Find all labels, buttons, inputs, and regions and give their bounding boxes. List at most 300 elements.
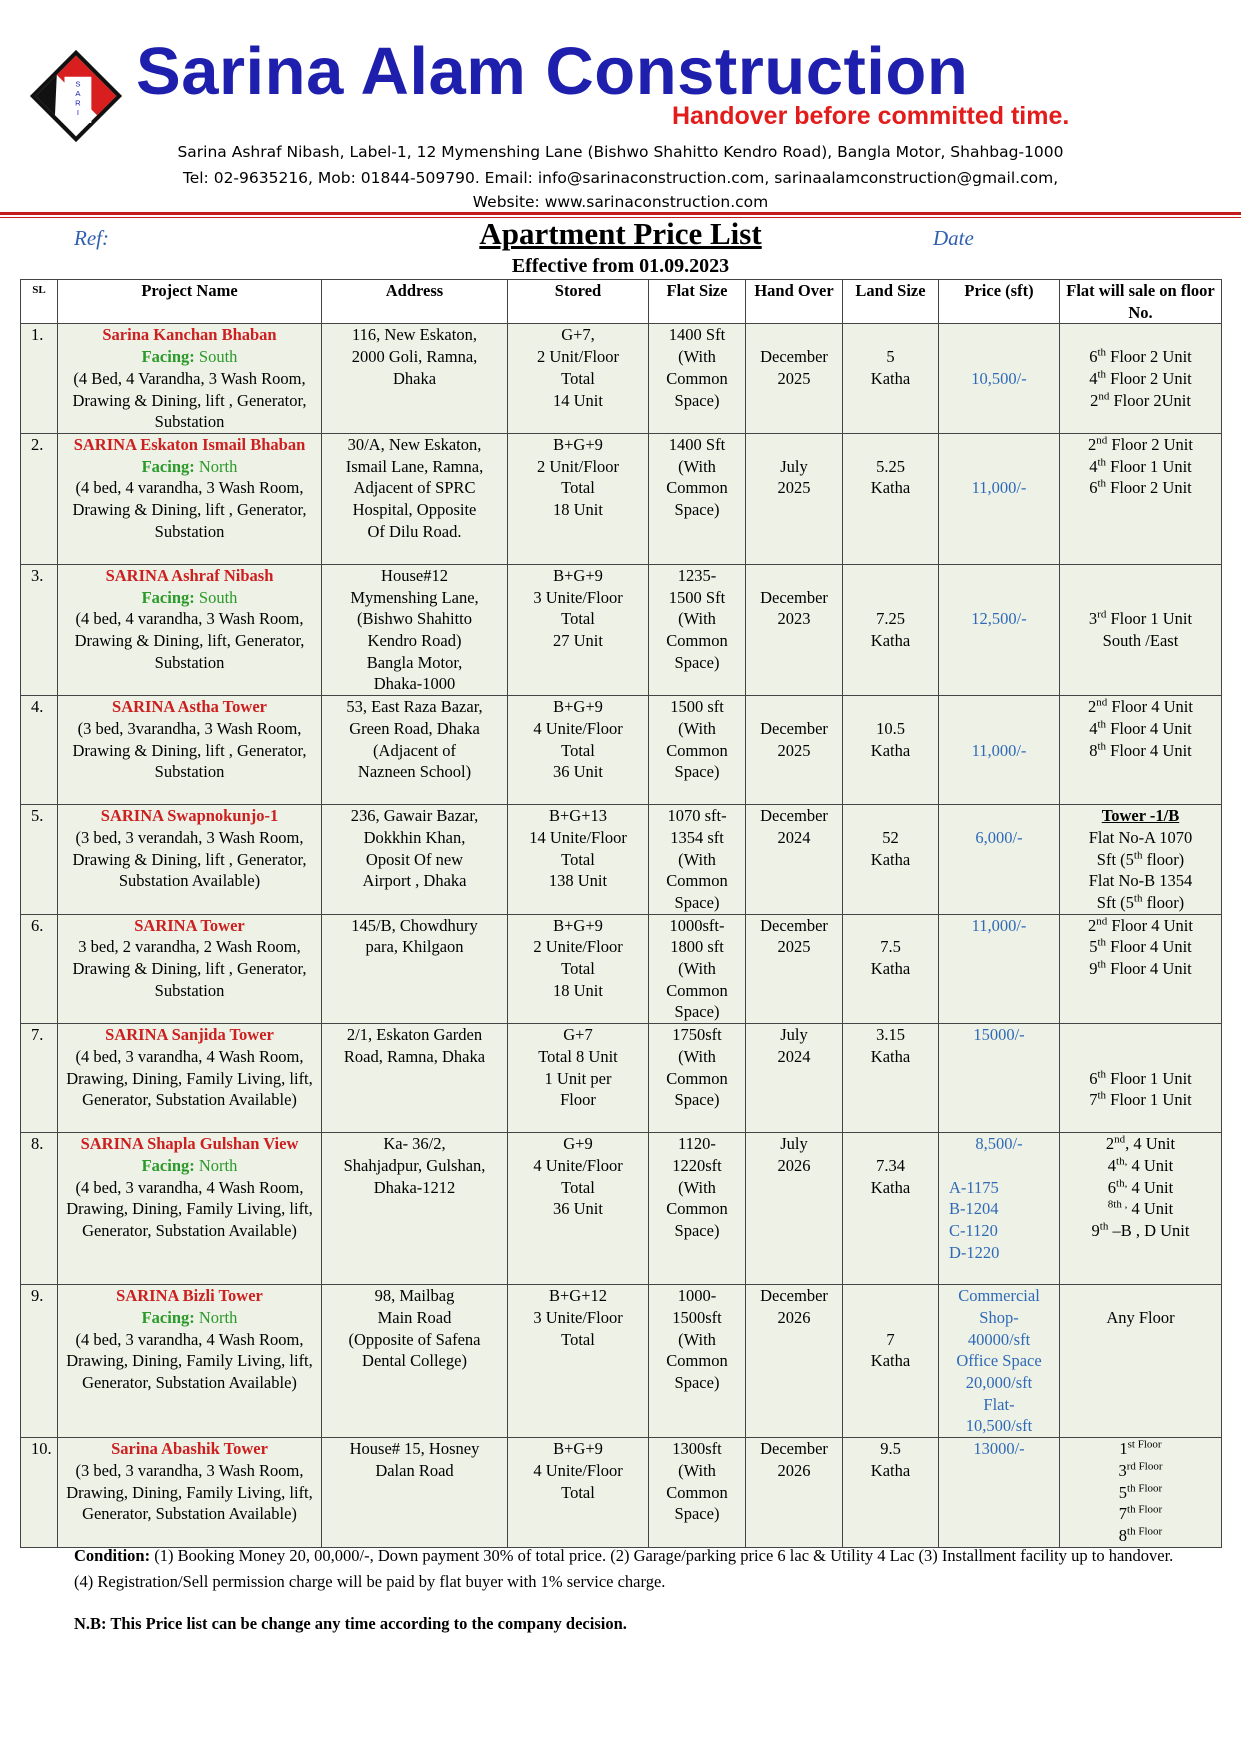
address-cell-line: Road, Ramna, Dhaka: [343, 1046, 486, 1066]
flat-size-cell: [649, 324, 746, 434]
land-size-cell-line: Katha: [870, 1177, 911, 1197]
handover-cell-line: December: [760, 915, 828, 935]
superscript: th,: [1116, 1177, 1128, 1190]
handover-cell-line: 2023: [777, 609, 811, 629]
handover-cell-line: 2025: [777, 937, 811, 957]
land-size-cell-line: 5.25: [876, 456, 905, 476]
address-cell: [322, 805, 508, 915]
flat-size-cell: [649, 1024, 746, 1133]
floor-line: Any Floor: [1106, 1307, 1175, 1327]
price-cell: [939, 1285, 1060, 1438]
facing-label: Facing:: [141, 1307, 195, 1327]
row-sl: 10.: [21, 1438, 58, 1548]
price-line: 15000/-: [973, 1025, 1025, 1045]
project-facing: Facing: North: [141, 1155, 238, 1175]
land-size-cell-line: 7.34: [876, 1155, 905, 1175]
flat-size-cell-line: (With: [678, 609, 716, 629]
superscript: th: [1097, 1089, 1107, 1102]
floor-line: $1^{st Floor}$: [1119, 1438, 1162, 1459]
stored-cell-line: 4 Unite/Floor: [533, 1155, 623, 1175]
handover-cell-line: December: [760, 806, 828, 826]
handover-cell: [746, 805, 843, 915]
flat-size-cell-line: (With: [678, 1460, 716, 1480]
floors-cell: [1060, 1285, 1222, 1438]
price-line: D-1220: [949, 1242, 1000, 1262]
flat-size-cell-line: (With: [678, 959, 716, 979]
land-size-cell-line: 9.5: [880, 1439, 901, 1459]
floors-cell: [1060, 564, 1222, 695]
document-title-text: Apartment Price List: [479, 216, 762, 251]
flat-size-cell-line: (With: [678, 1329, 716, 1349]
superscript: nd: [1114, 1133, 1126, 1146]
project-details: (4 bed, 3 varandha, 4 Wash Room, Drawing, Dining, Family Living, lift, Generator, Substation Available): [66, 1046, 313, 1110]
land-size-cell-line: [845, 587, 936, 609]
handover-cell-line: December: [760, 1286, 828, 1306]
flat-size-cell-line: (With: [678, 849, 716, 869]
stored-cell-line: B+G+9: [553, 697, 603, 717]
handover-cell-line: 2026: [777, 1155, 811, 1175]
land-size-cell-line: Katha: [870, 368, 911, 388]
stored-cell-line: B+G+9: [553, 1439, 603, 1459]
stored-cell: [508, 1438, 649, 1548]
address-cell-line: Of Dilu Road.: [367, 521, 462, 541]
project-name: Sarina Kanchan Bhaban: [102, 325, 277, 345]
floor-line: 7th Floor 1 Unit: [1089, 1089, 1192, 1110]
stored-cell-line: 14 Unite/Floor: [529, 827, 627, 847]
flat-size-cell-line: 1500 Sft: [668, 587, 726, 607]
handover-cell-line: July: [780, 1025, 808, 1045]
stored-cell-line: B+G+13: [548, 806, 608, 826]
price-line: 11,000/-: [971, 740, 1027, 760]
price-line: 12,500/-: [971, 609, 1027, 629]
land-size-cell-line: 52: [882, 827, 899, 847]
table-row: [21, 1285, 1222, 1438]
stored-cell-line: G+7: [563, 1025, 593, 1045]
price-line: B-1204: [949, 1199, 999, 1219]
floor-line: $3^{rd Floor}$: [1118, 1460, 1163, 1480]
superscript: rd Floor: [1126, 1460, 1163, 1473]
address-cell: [322, 1285, 508, 1438]
address-cell-line: Dhaka: [392, 368, 437, 388]
floor-line: $^{8th ,}$ 4 Unit: [1107, 1198, 1174, 1219]
land-size-cell-line: [845, 805, 936, 827]
project-cell: [58, 805, 322, 915]
project-name: SARINA Ashraf Nibash: [105, 565, 274, 585]
condition-text: (1) Booking Money 20, 00,000/-, Down payment 30% of total price. (2) Garage/parking price 6 lac & Utility 4 Lac (3) Installment facility up to handover. (4) Registration/Sell permission charge will be paid by flat buyer with 1% service charge.: [74, 1546, 1174, 1591]
floor-line: 4th Floor 1 Unit: [1089, 456, 1192, 476]
project-details: 3 bed, 2 varandha, 2 Wash Room, Drawing & Dining, lift , Generator, Substation: [72, 937, 307, 1000]
price-line: 40000/sft: [967, 1329, 1031, 1349]
land-size-cell-line: Katha: [870, 1460, 911, 1480]
handover-cell-line: [748, 324, 840, 346]
superscript: st Floor: [1127, 1438, 1162, 1451]
project-name: Sarina Abashik Tower: [111, 1439, 268, 1459]
price-line: Office Space: [956, 1351, 1042, 1371]
price-line: [941, 346, 1057, 368]
handover-cell-line: [748, 434, 840, 456]
address-cell-line: 53, East Raza Bazar,: [346, 697, 483, 717]
col-header-price: Price (sft): [939, 280, 1060, 324]
superscript: th: [1097, 368, 1107, 381]
stored-cell-line: 18 Unit: [553, 500, 603, 520]
project-facing: Facing: North: [141, 456, 238, 476]
address-cell-line: 116, New Eskaton,: [352, 325, 477, 345]
address-cell-line: Nazneen School): [357, 762, 472, 782]
project-cell: [58, 324, 322, 434]
project-details: (3 bed, 3varandha, 3 Wash Room, Drawing & Dining, lift , Generator, Substation: [72, 718, 307, 782]
stored-cell-line: Total: [561, 1329, 595, 1349]
floors-cell: [1060, 1024, 1222, 1133]
superscript: th Floor: [1127, 1482, 1163, 1494]
handover-cell-line: July: [780, 1134, 808, 1154]
flat-size-cell-line: (With: [678, 456, 716, 476]
floor-line: 5th Floor 4 Unit: [1089, 936, 1192, 957]
superscript: th,: [1116, 1155, 1128, 1168]
flat-size-cell-line: 1750sft: [672, 1025, 722, 1045]
table-row: [21, 805, 1222, 915]
address-cell-line: Ka- 36/2,: [383, 1134, 446, 1154]
stored-cell: [508, 1285, 649, 1438]
flat-size-cell-line: Common: [666, 1482, 728, 1502]
flat-size-cell: [649, 433, 746, 564]
flat-size-cell-line: (With: [678, 347, 716, 367]
stored-cell: [508, 696, 649, 805]
table-row: [21, 1438, 1222, 1548]
stored-cell-line: 14 Unit: [553, 390, 603, 410]
address-cell-line: (Adjacent of: [373, 740, 456, 760]
land-size-cell: [843, 433, 939, 564]
land-size-cell-line: Katha: [870, 1351, 911, 1371]
address-cell-line: Mymenshing Lane,: [350, 587, 479, 607]
floor-line: [1062, 1285, 1219, 1307]
address-cell-line: Ismail Lane, Ramna,: [345, 456, 484, 476]
handover-cell-line: 2025: [777, 368, 811, 388]
floor-line: 2nd, 4 Unit: [1105, 1133, 1176, 1154]
flat-size-cell: [649, 805, 746, 915]
flat-size-cell: [649, 564, 746, 695]
col-header-land-size: Land Size: [843, 280, 939, 324]
handover-cell-line: 2026: [777, 1460, 811, 1480]
project-name: SARINA Swapnokunjo-1: [100, 806, 279, 826]
floor-line: 2nd Floor 4 Unit: [1088, 696, 1193, 717]
effective-date: Effective from 01.09.2023: [511, 255, 730, 277]
floors-cell: [1060, 696, 1222, 805]
price-cell: [939, 433, 1060, 564]
price-cell: [939, 1024, 1060, 1133]
facing-label: Facing:: [141, 347, 195, 367]
project-cell: [58, 564, 322, 695]
table-header-row: [21, 280, 1222, 324]
project-details: (3 bed, 3 varandha, 3 Wash Room, Drawing, Dining, Family Living, lift, Generator, Substation Available): [66, 1460, 313, 1524]
price-line: [941, 587, 1057, 609]
land-size-cell-line: Katha: [870, 849, 911, 869]
stored-cell-line: Total: [561, 368, 595, 388]
price-line: [941, 805, 1057, 827]
project-details: (4 bed, 4 varandha, 3 Wash Room, Drawing & Dining, lift, Generator, Substation: [74, 609, 305, 672]
superscript: th: [1097, 477, 1107, 490]
floor-line: $7^{th Floor}$: [1118, 1503, 1163, 1524]
land-size-cell-line: Katha: [870, 740, 911, 760]
stored-cell-line: Total: [561, 959, 595, 979]
floor-line: $5^{th Floor}$: [1118, 1482, 1163, 1502]
flat-size-cell-line: 1800 sft: [670, 937, 724, 957]
floor-line: $6^{th,}$ 4 Unit: [1107, 1177, 1174, 1197]
floor-line: 4th Floor 4 Unit: [1089, 718, 1192, 738]
floors-title: Tower -1/B: [1101, 806, 1180, 826]
project-name: SARINA Shapla Gulshan View: [80, 1134, 299, 1154]
stored-cell: [508, 324, 649, 434]
floor-line: 6th Floor 2 Unit: [1089, 477, 1192, 498]
flat-size-cell-line: Common: [666, 631, 728, 651]
price-line: 8,500/-: [975, 1134, 1023, 1154]
price-cell: [939, 564, 1060, 695]
land-size-cell-line: 3.15: [876, 1025, 905, 1045]
stored-cell-line: 2 Unit/Floor: [536, 347, 620, 367]
col-header-project: Project Name: [58, 280, 322, 324]
project-cell: [58, 1133, 322, 1285]
col-header-floors: Flat will sale on floor No.: [1060, 280, 1222, 324]
floor-line: 2nd Floor 2Unit: [1090, 390, 1191, 410]
floor-line: 2nd Floor 2 Unit: [1088, 434, 1193, 454]
conditions-note: [74, 1543, 1184, 1595]
price-line: [941, 696, 1057, 718]
price-line: C-1120: [949, 1220, 998, 1240]
superscript: th Floor: [1127, 1525, 1163, 1538]
flat-size-cell-line: Common: [666, 1199, 728, 1219]
flat-size-cell-line: 1120-: [678, 1134, 716, 1154]
floor-line: Flat No-B 1354: [1088, 871, 1193, 891]
handover-cell-line: December: [760, 1439, 828, 1459]
price-cell: [939, 1133, 1060, 1285]
handover-cell: [746, 696, 843, 805]
address-cell-line: Adjacent of SPRC: [353, 478, 476, 498]
stored-cell-line: B+G+9: [553, 915, 603, 935]
flat-size-cell-line: (With: [678, 1046, 716, 1066]
flat-size-cell-line: Space): [674, 500, 720, 520]
flat-size-cell-line: 1000-: [677, 1286, 717, 1306]
address-cell: [322, 1024, 508, 1133]
superscript: th Floor: [1127, 1503, 1163, 1516]
document-title: [0, 216, 1241, 252]
address-cell-line: Green Road, Dhaka: [349, 718, 480, 738]
price-cell: [939, 696, 1060, 805]
address-cell-line: 2/1, Eskaton Garden: [346, 1025, 483, 1045]
stored-cell-line: G+9: [563, 1134, 593, 1154]
address-cell-line: Airport , Dhaka: [362, 871, 467, 891]
price-line: [941, 324, 1057, 346]
svg-text:I: I: [76, 108, 79, 118]
col-header-address: Address: [322, 280, 508, 324]
price-cell: [939, 805, 1060, 915]
table-body: [21, 324, 1222, 1547]
floor-line: 8th Floor 4 Unit: [1089, 740, 1192, 760]
floor-line: [1062, 565, 1219, 587]
project-details: (3 bed, 3 verandah, 3 Wash Room, Drawing & Dining, lift , Generator, Substation Available): [72, 827, 307, 891]
flat-size-cell-line: Common: [666, 740, 728, 760]
company-logo-icon: [28, 48, 124, 144]
land-size-cell-line: [845, 1307, 936, 1329]
svg-text:R: R: [75, 98, 81, 108]
stored-cell-line: 2 Unit/Floor: [536, 456, 620, 476]
land-size-cell: [843, 564, 939, 695]
stored-cell-line: Total: [561, 740, 595, 760]
land-size-cell-line: [845, 565, 936, 587]
stored-cell-line: 138 Unit: [548, 871, 608, 891]
flat-size-cell-line: Common: [666, 368, 728, 388]
table-row: [21, 696, 1222, 805]
flat-size-cell-line: Space): [674, 1090, 720, 1110]
handover-cell: [746, 1438, 843, 1548]
stored-cell-line: 36 Unit: [553, 1199, 603, 1219]
flat-size-cell-line: Space): [674, 390, 720, 410]
floors-cell: [1060, 1438, 1222, 1548]
price-line: 6,000/-: [975, 827, 1023, 847]
land-size-cell-line: [845, 1133, 936, 1155]
price-line: Commercial: [958, 1286, 1040, 1306]
land-size-cell: [843, 914, 939, 1024]
land-size-cell: [843, 805, 939, 915]
table-row: [21, 1133, 1222, 1285]
company-name: Sarina Alam Construction: [136, 34, 969, 109]
address-cell-line: House# 15, Hosney: [349, 1439, 480, 1459]
project-cell: [58, 696, 322, 805]
row-sl: 9.: [21, 1285, 58, 1438]
flat-size-cell-line: 1400 Sft: [668, 434, 726, 454]
address-cell: [322, 914, 508, 1024]
land-size-cell-line: [845, 696, 936, 718]
address-cell-line: Shahjadpur, Gulshan,: [343, 1155, 486, 1175]
handover-cell-line: 2025: [777, 740, 811, 760]
land-size-cell-line: 7.5: [880, 937, 901, 957]
superscript: nd: [1098, 390, 1110, 403]
handover-cell-line: 2026: [777, 1307, 811, 1327]
flat-size-cell-line: 1500 sft: [670, 697, 724, 717]
superscript: th: [1097, 718, 1107, 731]
row-sl: 7.: [21, 1024, 58, 1133]
flat-size-cell-line: 1500sft: [672, 1307, 722, 1327]
land-size-cell: [843, 1285, 939, 1438]
stored-cell-line: Total: [561, 849, 595, 869]
superscript: th: [1133, 892, 1143, 905]
col-header-handover: Hand Over: [746, 280, 843, 324]
table-row: [21, 914, 1222, 1024]
floors-cell: [1060, 914, 1222, 1024]
facing-label: Facing:: [141, 587, 195, 607]
address-cell-line: Dental College): [362, 1351, 467, 1371]
stored-cell-line: B+G+12: [548, 1286, 608, 1306]
letterhead: [0, 0, 1241, 215]
table-row: [21, 324, 1222, 434]
price-line: 10,500/sft: [965, 1416, 1033, 1436]
superscript: th: [1097, 958, 1107, 971]
land-size-cell-line: [845, 324, 936, 346]
stored-cell-line: 4 Unite/Floor: [533, 718, 623, 738]
address-cell-line: Main Road: [377, 1307, 452, 1327]
flat-size-cell-line: 1400 Sft: [668, 325, 726, 345]
flat-size-cell-line: 1300sft: [672, 1439, 722, 1459]
handover-cell-line: 2024: [777, 827, 811, 847]
superscript: th: [1099, 1220, 1109, 1233]
floors-cell: [1060, 805, 1222, 915]
stored-cell-line: B+G+9: [553, 565, 603, 585]
price-cell: [939, 1438, 1060, 1548]
superscript: nd: [1096, 696, 1108, 709]
price-line: Shop-: [979, 1307, 1019, 1327]
row-sl: 4.: [21, 696, 58, 805]
address-cell-line: 145/B, Chowdhury: [351, 915, 478, 935]
stored-cell-line: 2 Unite/Floor: [533, 937, 623, 957]
flat-size-cell-line: Space): [674, 1220, 720, 1240]
address-cell-line: (Opposite of Safena: [348, 1329, 481, 1349]
superscript: th: [1097, 740, 1107, 753]
address-cell: [322, 564, 508, 695]
stored-cell-line: Total: [561, 478, 595, 498]
company-website: Website: www.sarinaconstruction.com: [472, 193, 769, 211]
ref-label: Ref:: [74, 226, 109, 250]
project-cell: [58, 1285, 322, 1438]
project-name: SARINA Tower: [134, 915, 245, 935]
stored-cell-line: 18 Unit: [553, 980, 603, 1000]
flat-size-cell-line: Common: [666, 1351, 728, 1371]
stored-cell: [508, 1024, 649, 1133]
svg-text:S: S: [75, 79, 81, 89]
company-tagline: Handover before committed time.: [672, 102, 1070, 130]
land-size-cell: [843, 1438, 939, 1548]
floors-cell: [1060, 433, 1222, 564]
flat-size-cell-line: 1000sft-: [669, 915, 725, 935]
handover-cell-line: [748, 565, 840, 587]
floor-line: South /East: [1102, 631, 1179, 651]
floor-line: 6th Floor 1 Unit: [1089, 1068, 1192, 1088]
address-cell-line: 30/A, New Eskaton,: [347, 434, 482, 454]
handover-cell: [746, 914, 843, 1024]
col-header-flat-size: Flat Size: [649, 280, 746, 324]
land-size-cell: [843, 696, 939, 805]
superscript: th: [1097, 456, 1107, 469]
project-details: (4 bed, 3 varandha, 4 Wash Room, Drawing, Dining, Family Living, lift, Generator, Substation Available): [66, 1177, 313, 1240]
stored-cell-line: 27 Unit: [553, 631, 603, 651]
project-details: (4 bed, 3 varandha, 4 Wash Room, Drawing, Dining, Family Living, lift, Generator, Substation Available): [66, 1329, 313, 1392]
floor-line: 9th –B , D Unit: [1091, 1220, 1190, 1240]
stored-cell: [508, 1133, 649, 1285]
floor-line: [1062, 1046, 1219, 1068]
address-cell: [322, 1133, 508, 1285]
flat-size-cell-line: Common: [666, 871, 728, 891]
land-size-cell-line: 10.5: [876, 718, 905, 738]
price-line: 20,000/sft: [965, 1372, 1033, 1392]
land-size-cell-line: 7.25: [876, 609, 905, 629]
svg-text:A: A: [75, 89, 81, 98]
superscript: th: [1097, 936, 1107, 949]
price-line: 13000/-: [973, 1439, 1025, 1459]
nb-note: N.B: This Price list can be change any time according to the company decision.: [74, 1614, 627, 1633]
project-facing: Facing: South: [141, 347, 238, 367]
floor-line: $8^{th Floor}$: [1118, 1525, 1163, 1545]
flat-size-cell-line: 1070 sft-: [667, 806, 727, 826]
land-size-cell: [843, 1024, 939, 1133]
stored-cell: [508, 914, 649, 1024]
company-contact: Tel: 02-9635216, Mob: 01844-509790. Email: info@sarinaconstruction.com, sarinaalamconstruction@gmail.com,: [182, 169, 1059, 187]
stored-cell-line: B+G+9: [553, 434, 603, 454]
stored-cell: [508, 805, 649, 915]
project-cell: [58, 1024, 322, 1133]
table-row: [21, 564, 1222, 695]
address-cell-line: Dokkhin Khan,: [363, 827, 466, 847]
price-line: [941, 718, 1057, 740]
address-cell-line: 236, Gawair Bazar,: [350, 806, 479, 826]
row-sl: 5.: [21, 805, 58, 915]
price-line: [941, 565, 1057, 587]
